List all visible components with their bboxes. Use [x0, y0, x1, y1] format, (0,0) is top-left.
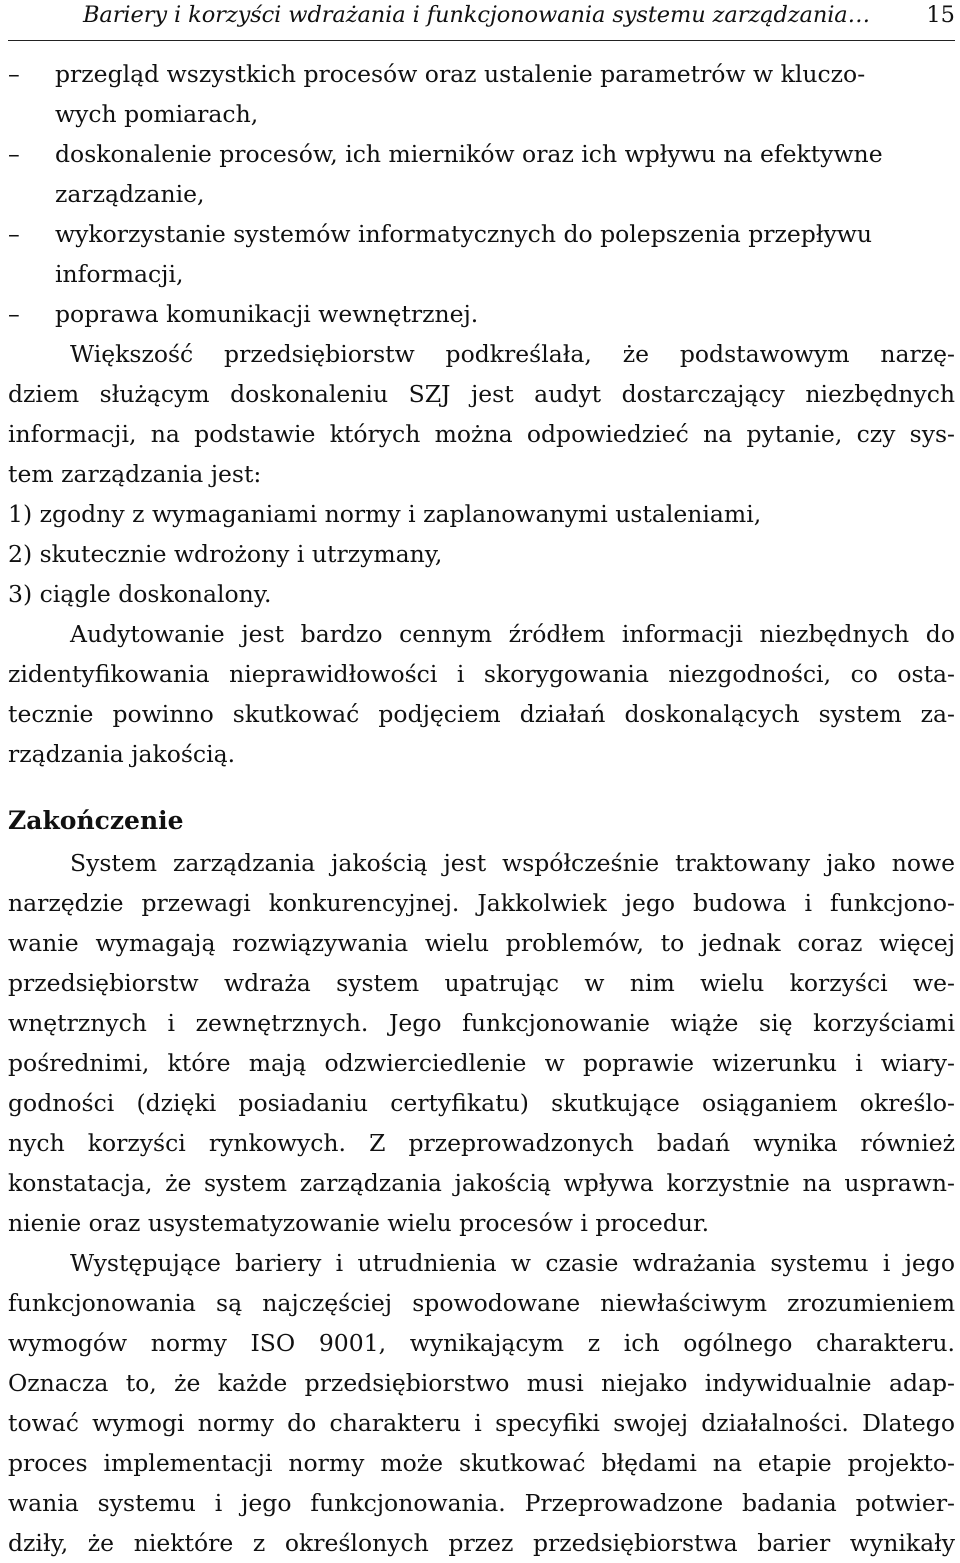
list-item	[8, 54, 955, 134]
list-item	[8, 294, 955, 334]
paragraph-line: nych korzyści rynkowych. Z przeprowadzonych badań wynika również	[8, 1129, 955, 1157]
paragraph-line: tecznie powinno skutkować podjęciem działań doskonalących system za-	[8, 700, 955, 728]
paragraph-line: nienie oraz usystematyzowanie wielu procesów i procedur.	[8, 1209, 710, 1237]
list-item: 3) ciągle doskonalony.	[8, 580, 272, 608]
paragraph-line: funkcjonowania są najczęściej spowodowane niewłaściwym zrozumieniem	[8, 1289, 955, 1317]
paragraph-line: Oznacza to, że każde przedsiębiorstwo musi niejako indywidualnie adap-	[8, 1369, 955, 1397]
paragraph-line: wania systemu i jego funkcjonowania. Przeprowadzone badania potwier-	[8, 1489, 955, 1517]
list-item	[8, 214, 955, 294]
paragraph-line: wymogów normy ISO 9001, wynikającym z ich ogólnego charakteru.	[8, 1329, 955, 1357]
paragraph	[8, 614, 955, 774]
paragraph	[8, 334, 955, 494]
paragraph-line: przedsiębiorstw wdraża system upatrując w nim wielu korzyści we-	[8, 969, 955, 997]
paragraph	[8, 843, 955, 1243]
paragraph-line: Audytowanie jest bardzo cennym źródłem informacji niezbędnych do	[70, 620, 955, 648]
paragraph-line: Występujące bariery i utrudnienia w czasie wdrażania systemu i jego	[70, 1249, 955, 1277]
paragraph-line: Większość przedsiębiorstw podkreślała, że podstawowym narzę-	[70, 340, 955, 368]
list-item-text: poprawa komunikacji wewnętrznej.	[55, 300, 479, 328]
list-item: 1) zgodny z wymaganiami normy i zaplanowanymi ustaleniami,	[8, 500, 762, 528]
paragraph-line: wnętrznych i zewnętrznych. Jego funkcjonowanie wiąże się korzyściami	[8, 1009, 955, 1037]
paragraph-line: dziem służącym doskonaleniu SZJ jest audyt dostarczający niezbędnych	[8, 380, 955, 408]
dash-marker: –	[8, 60, 20, 88]
list-item: 2) skutecznie wdrożony i utrzymany,	[8, 540, 443, 568]
paragraph-line: konstatacja, że system zarządzania jakością wpływa korzystnie na usprawn-	[8, 1169, 955, 1197]
bullet-list	[8, 54, 955, 334]
paragraph	[8, 1243, 955, 1563]
page-body	[8, 41, 955, 1563]
running-header-title: Bariery i korzyści wdrażania i funkcjonowania systemu zarządzania…	[83, 2, 871, 28]
running-header	[8, 0, 955, 41]
dash-marker: –	[8, 300, 20, 328]
paragraph-line: wanie wymagają rozwiązywania wielu problemów, to jednak coraz więcej	[8, 929, 955, 957]
list-item-text: wykorzystanie systemów informatycznych do polepszenia przepływu	[55, 220, 872, 248]
paragraph-line: pośrednimi, które mają odzwierciedlenie w poprawie wizerunku i wiary-	[8, 1049, 955, 1077]
list-item-text: przegląd wszystkich procesów oraz ustalenie parametrów w kluczo-	[55, 60, 866, 88]
paragraph-line: proces implementacji normy może skutkować błędami na etapie projekto-	[8, 1449, 955, 1477]
section-heading: Zakończenie	[8, 806, 184, 835]
paragraph-line: informacji, na podstawie których można odpowiedzieć na pytanie, czy sys-	[8, 420, 955, 448]
paragraph-line: System zarządzania jakością jest współcześnie traktowany jako nowe	[70, 849, 955, 877]
paragraph-line: zidentyfikowania nieprawidłowości i skorygowania niezgodności, co osta-	[8, 660, 955, 688]
paragraph-line: godności (dzięki posiadaniu certyfikatu) skutkujące osiąganiem określo-	[8, 1089, 955, 1117]
page-number: 15	[926, 2, 955, 28]
list-item	[8, 134, 955, 214]
document-page	[8, 0, 955, 1563]
list-item-text: wych pomiarach,	[55, 100, 259, 128]
paragraph-line: tem zarządzania jest:	[8, 460, 262, 488]
dash-marker: –	[8, 140, 20, 168]
dash-marker: –	[8, 220, 20, 248]
paragraph-line: dziły, że niektóre z określonych przez przedsiębiorstwa barier wynikały	[8, 1529, 955, 1557]
paragraph-line: narzędzie przewagi konkurencyjnej. Jakkolwiek jego budowa i funkcjono-	[8, 889, 955, 917]
list-item-text: zarządzanie,	[55, 180, 205, 208]
list-item-text: doskonalenie procesów, ich mierników oraz ich wpływu na efektywne	[55, 140, 883, 168]
list-item-text: informacji,	[55, 260, 184, 288]
paragraph-line: tować wymogi normy do charakteru i specyfiki swojej działalności. Dlatego	[8, 1409, 955, 1437]
paragraph-line: rządzania jakością.	[8, 740, 236, 768]
numbered-list	[8, 494, 955, 614]
